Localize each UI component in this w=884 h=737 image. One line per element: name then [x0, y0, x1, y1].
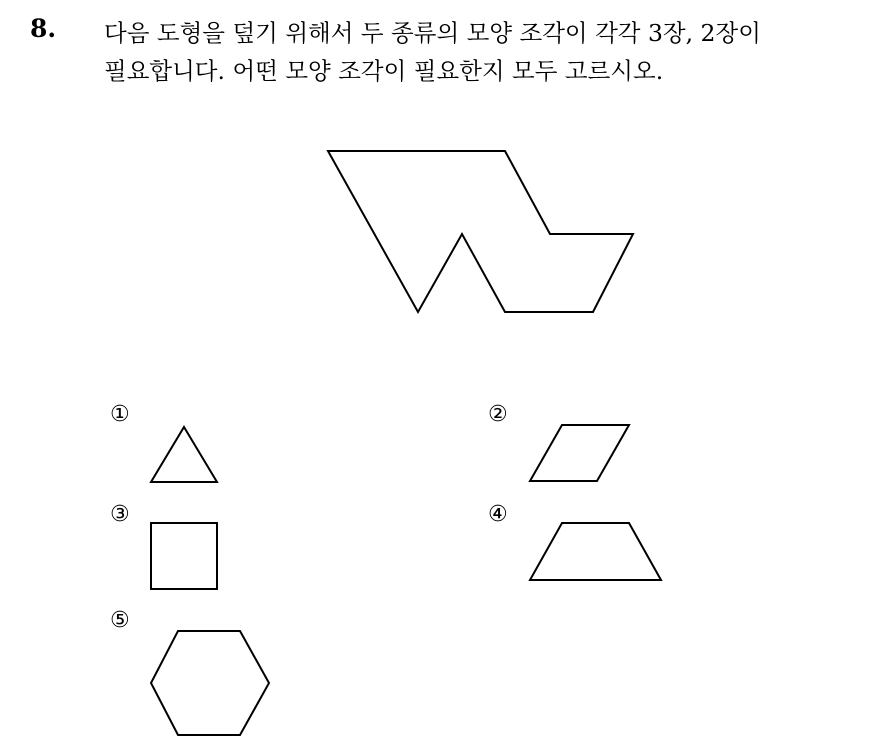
question-text: 다음 도형을 덮기 위해서 두 종류의 모양 조각이 각각 3장, 2장이 필요합니다. 어떤 모양 조각이 필요한지 모두 고르시오. [104, 19, 761, 85]
choice-2-label[interactable]: ② [488, 402, 508, 427]
choice-1-label[interactable]: ① [110, 402, 130, 427]
question-number: 8. [30, 14, 57, 43]
choice-3-label[interactable]: ③ [110, 502, 130, 527]
choice-4-label[interactable]: ④ [488, 502, 508, 527]
choice-5-label[interactable]: ⑤ [110, 608, 130, 633]
